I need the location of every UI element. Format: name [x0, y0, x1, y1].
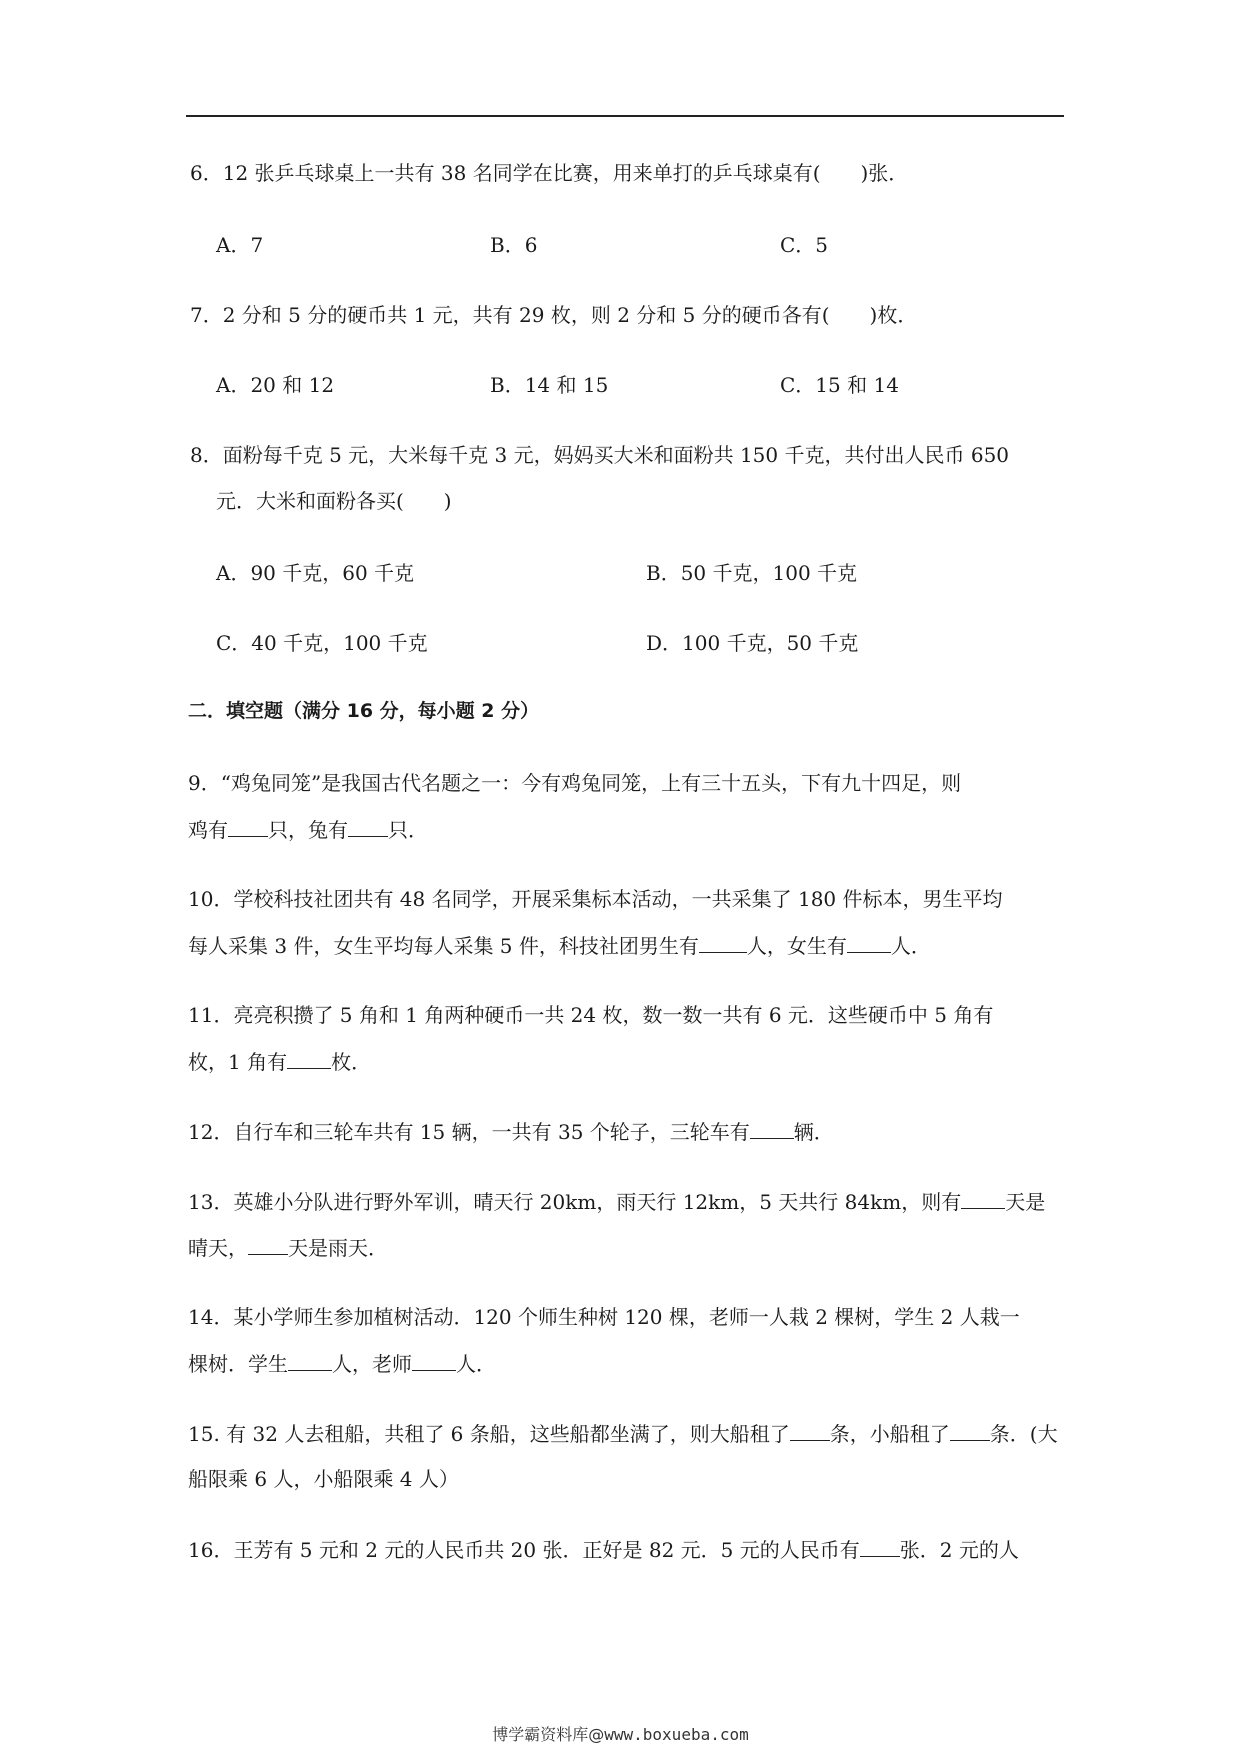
q10-text-a: 每人采集 3 件，女生平均每人采集 5 件，科技社团男生有: [188, 934, 699, 958]
question-12-line1: [188, 1118, 834, 1145]
header-rule: [186, 115, 1064, 117]
answer-blank[interactable]: [348, 816, 388, 837]
q16-text-a: 16．王芳有 5 元和 2 元的人民币共 20 张．正好是 82 元．5 元的人民币有: [188, 1538, 860, 1562]
question-9-line1: 9．“鸡兔同笼”是我国古代名题之一：今有鸡兔同笼，上有三十五头，下有九十四足，则: [188, 771, 962, 795]
q15-text-b: 条，小船租了: [829, 1422, 950, 1446]
question-13-line1: [188, 1188, 1045, 1215]
q15-text-c: 条．(大: [989, 1422, 1058, 1446]
answer-blank[interactable]: [750, 1118, 794, 1139]
q13-text-a: 13．英雄小分队进行野外军训，晴天行 20km，雨天行 12km，5 天共行 84km，则有: [188, 1190, 962, 1214]
question-6-option-c: C．5: [780, 233, 829, 257]
answer-blank[interactable]: [847, 932, 891, 953]
question-6-option-a: A．7: [216, 233, 264, 257]
question-13-line2: [188, 1234, 388, 1261]
question-8-stem-line2: 元．大米和面粉各买( ): [216, 489, 452, 513]
question-7-option-a: A．20 和 12: [216, 373, 335, 397]
question-10-line2: [188, 932, 931, 959]
q9-text-c: 只．: [388, 818, 428, 842]
question-14-line2: [188, 1350, 496, 1377]
question-6-option-b: B．6: [490, 233, 538, 257]
q12-text-a: 12．自行车和三轮车共有 15 辆，一共有 35 个轮子，三轮车有: [188, 1120, 750, 1144]
question-7-option-c: C．15 和 14: [780, 373, 899, 397]
question-8-option-c: C．40 千克，100 千克: [216, 631, 428, 655]
q12-text-b: 辆．: [793, 1120, 834, 1144]
answer-blank[interactable]: [860, 1536, 900, 1557]
question-6-stem: 6．12 张乒乓球桌上一共有 38 名同学在比赛，用来单打的乒乓球桌有( )张．: [190, 161, 909, 185]
question-9-line2: [188, 816, 428, 843]
question-15-line2: 船限乘 6 人，小船限乘 4 人）: [188, 1467, 459, 1491]
answer-blank[interactable]: [287, 1048, 331, 1069]
footer-url: www.boxueba.com: [604, 1725, 749, 1744]
question-16-line1: [188, 1536, 1019, 1563]
q13-text-c: 晴天，: [188, 1236, 248, 1260]
q14-text-a: 棵树．学生: [188, 1352, 288, 1376]
question-14-line1: 14．某小学师生参加植树活动．120 个师生种树 120 棵，老师一人栽 2 棵树，学生 2 人栽一: [188, 1305, 1020, 1329]
question-10-line1: 10．学校科技社团共有 48 名同学，开展采集标本活动，一共采集了 180 件标本，男生平均: [188, 887, 1003, 911]
page-footer: [0, 1722, 1241, 1745]
q9-text-a: 鸡有: [188, 818, 228, 842]
answer-blank[interactable]: [248, 1234, 288, 1255]
question-7-option-b: B．14 和 15: [490, 373, 609, 397]
q11-text-a: 枚，1 角有: [188, 1050, 288, 1074]
q14-text-b: 人，老师: [332, 1352, 412, 1376]
q14-text-c: 人．: [456, 1352, 496, 1376]
question-8-option-d: D．100 千克，50 千克: [646, 631, 859, 655]
q13-text-d: 天是雨天．: [288, 1236, 388, 1260]
question-11-line1: 11．亮亮积攒了 5 角和 1 角两种硬币一共 24 枚，数一数一共有 6 元．这些硬币中 5 角有: [188, 1003, 994, 1027]
answer-blank[interactable]: [412, 1350, 456, 1371]
q13-text-b: 天是: [1005, 1190, 1046, 1214]
question-8-stem-line1: 8．面粉每千克 5 元，大米每千克 3 元，妈妈买大米和面粉共 150 千克，共付出人民币 650: [190, 443, 1010, 467]
q10-text-b: 人，女生有: [746, 934, 847, 958]
question-11-line2: [188, 1048, 371, 1075]
q10-text-c: 人．: [890, 934, 931, 958]
question-7-stem: 7．2 分和 5 分的硬币共 1 元，共有 29 枚，则 2 分和 5 分的硬币各有( )枚．: [190, 303, 918, 327]
answer-blank[interactable]: [961, 1188, 1005, 1209]
question-15-line1: [188, 1420, 1058, 1447]
question-8-option-a: A．90 千克，60 千克: [216, 561, 415, 585]
q11-text-b: 枚．: [331, 1050, 372, 1074]
q16-text-b: 张．2 元的人: [899, 1538, 1019, 1562]
footer-label: 博学霸资料库@: [492, 1725, 605, 1744]
answer-blank[interactable]: [790, 1420, 830, 1441]
answer-blank[interactable]: [699, 932, 747, 953]
q9-text-b: 只，兔有: [268, 818, 348, 842]
answer-blank[interactable]: [950, 1420, 990, 1441]
answer-blank[interactable]: [288, 1350, 332, 1371]
section-2-heading: 二．填空题（满分 16 分，每小题 2 分）: [188, 700, 540, 722]
question-8-option-b: B．50 千克，100 千克: [646, 561, 858, 585]
q15-text-a: 15. 有 32 人去租船，共租了 6 条船，这些船都坐满了，则大船租了: [188, 1422, 790, 1446]
answer-blank[interactable]: [228, 816, 268, 837]
